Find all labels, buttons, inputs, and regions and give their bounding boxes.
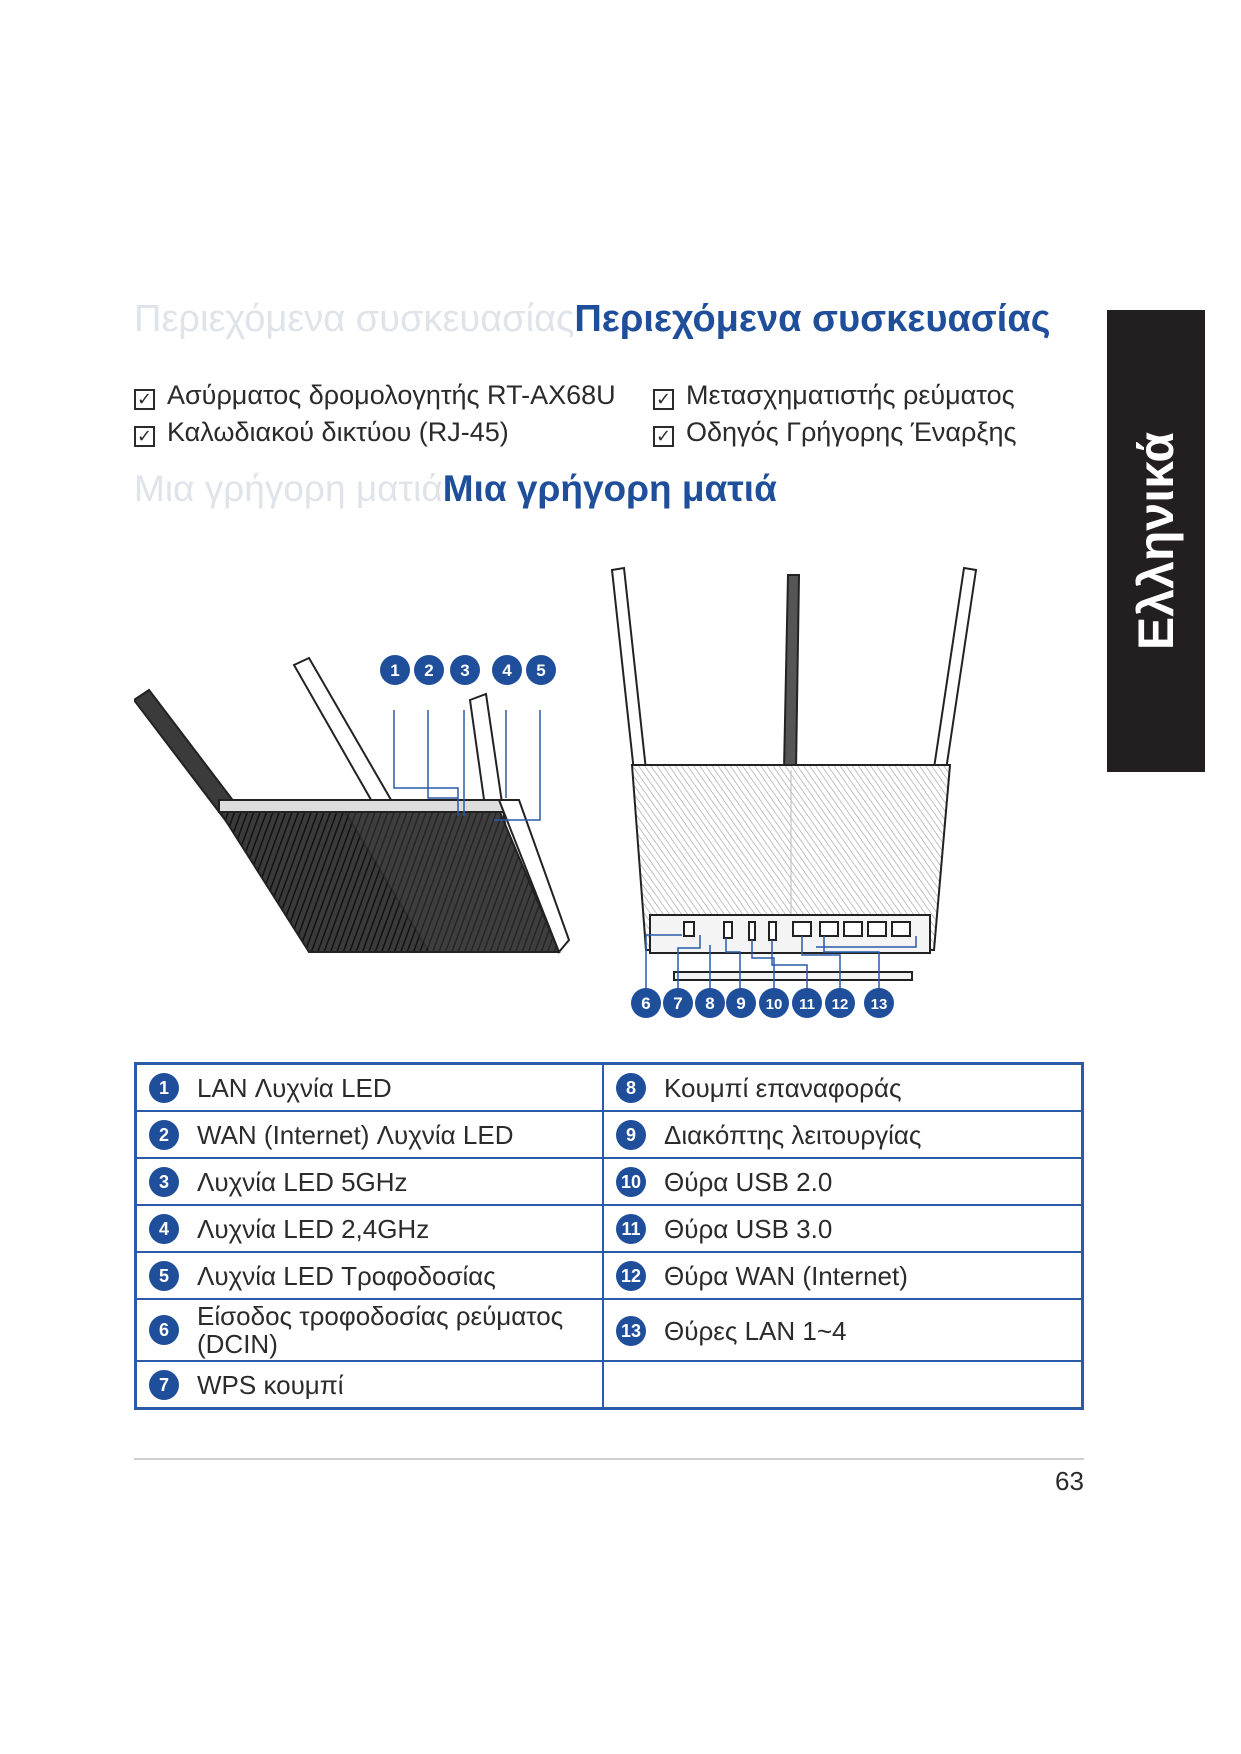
callout-6: 6 (641, 994, 651, 1013)
callout-11: 11 (799, 996, 815, 1013)
table-row: 6 Είσοδος τροφοδοσίας ρεύματος (DCIN) 13 Θύρες LAN 1~4 (136, 1299, 1083, 1361)
table-row: 4 Λυχνία LED 2,4GHz 11 Θύρα USB 3.0 (136, 1205, 1083, 1252)
callout-3: 3 (460, 661, 470, 680)
callout-12: 12 (831, 996, 849, 1013)
footer-divider (134, 1458, 1084, 1460)
callout-7: 7 (673, 994, 683, 1013)
table-row: 2 WAN (Internet) Λυχνία LED 9 Διακόπτης λειτουργίας (136, 1111, 1083, 1158)
table-row: 7 WPS κουμπί (136, 1361, 1083, 1409)
callout-table (134, 1062, 1084, 1410)
left-router (134, 658, 569, 952)
right-router (612, 568, 976, 980)
router-illustration (134, 560, 994, 1030)
checkbox-icon: ✓ (134, 426, 155, 447)
checkbox-icon: ✓ (653, 426, 674, 447)
language-tab-label: Ελληνικά (1128, 431, 1184, 651)
table-row: 3 Λυχνία LED 5GHz 10 Θύρα USB 2.0 (136, 1158, 1083, 1205)
callout-2: 2 (424, 661, 434, 680)
quick-look-title: Μια γρήγορη ματιάΜια γρήγορη ματιά (134, 468, 777, 509)
table-row: 5 Λυχνία LED Τροφοδοσίας 12 Θύρα WAN (Internet) (136, 1252, 1083, 1299)
language-tab (1107, 310, 1205, 772)
callout-10: 10 (765, 996, 783, 1013)
callout-1: 1 (390, 661, 400, 680)
callout-9: 9 (736, 994, 746, 1013)
table-row: 1 LAN Λυχνία LED 8 Κουμπί επαναφοράς (136, 1064, 1083, 1112)
quick-look-ghost: Μια γρήγορη ματιά (134, 468, 443, 509)
rear-callouts (631, 988, 894, 1018)
empty-cell (603, 1361, 1083, 1409)
callout-8: 8 (705, 994, 715, 1013)
package-contents-title: Περιεχόμενα συσκευασίαςΠεριεχόμενα συσκευασίας (134, 298, 1051, 340)
checkbox-icon: ✓ (134, 389, 155, 410)
checkbox-icon: ✓ (653, 389, 674, 410)
callout-4: 4 (502, 661, 512, 680)
callout-13: 13 (870, 996, 888, 1013)
left-callouts (380, 655, 556, 685)
page-number: 63 (1055, 1466, 1084, 1496)
callout-5: 5 (536, 661, 546, 680)
package-contents-ghost: Περιεχόμενα συσκευασίας (134, 298, 575, 340)
